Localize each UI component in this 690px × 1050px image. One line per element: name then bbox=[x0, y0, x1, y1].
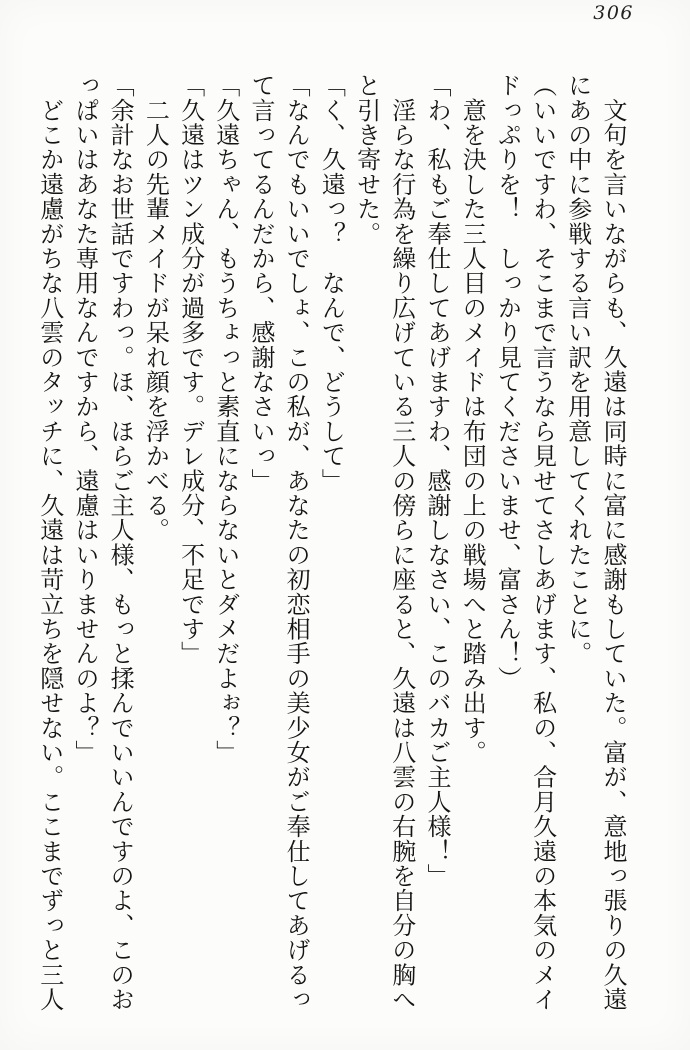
text-block bbox=[32, 73, 630, 1013]
text-line: 「余計なお世話ですわっ。ほ、ほらご主人様、もっと揉んでいいんですのよ、このお bbox=[106, 73, 135, 1012]
text-line: にあの中に参戦する言い訳を用意してくれたことに。 bbox=[563, 73, 592, 666]
text-line: 「わ、私もご奉仕してあげますわ、感謝しなさい、このバカご主人様！」 bbox=[422, 73, 451, 889]
text-line: （いいですわ、そこまで言うなら見せてさしあげます、私の、合月久遠の本気のメイ bbox=[528, 73, 557, 1012]
text-line: と引き寄せた。 bbox=[352, 73, 381, 246]
text-line: ドっぷりを！ しっかり見てくださいませ、富さん！） bbox=[493, 73, 522, 691]
text-line: 「く、久遠っ？ なんで、どうして」 bbox=[317, 73, 346, 493]
text-line: 二人の先輩メイドが呆れ顔を浮かべる。 bbox=[141, 73, 170, 543]
page-number: 306 bbox=[593, 2, 634, 24]
text-line: 「久遠ちゃん、もうちょっと素直にならないとダメだよぉ？」 bbox=[211, 73, 240, 765]
text-line: 淫らな行為を繰り広げている三人の傍らに座ると、久遠は八雲の右腕を自分の胸へ bbox=[387, 73, 416, 1012]
text-line: 「なんでもいいでしょ、この私が、あなたの初恋相手の美少女がご奉仕してあげるっ bbox=[282, 73, 311, 1012]
text-line: どこか遠慮がちな八雲のタッチに、久遠は苛立ちを隠せない。ここまでずっと三人 bbox=[35, 73, 64, 1012]
text-line: っぱいはあなた専用なんですから、遠慮はいりませんのよ？」 bbox=[70, 73, 99, 765]
text-line: 「久遠はツン成分が過多です。デレ成分、不足です」 bbox=[176, 73, 205, 666]
text-line: て言ってるんだから、感謝なさいっ」 bbox=[246, 73, 275, 493]
text-line: 意を決した三人目のメイドは布団の上の戦場へと踏み出す。 bbox=[458, 73, 487, 765]
text-line: 文句を言いながらも、久遠は同時に富に感謝もしていた。富が、意地っ張りの久遠 bbox=[599, 73, 627, 1012]
